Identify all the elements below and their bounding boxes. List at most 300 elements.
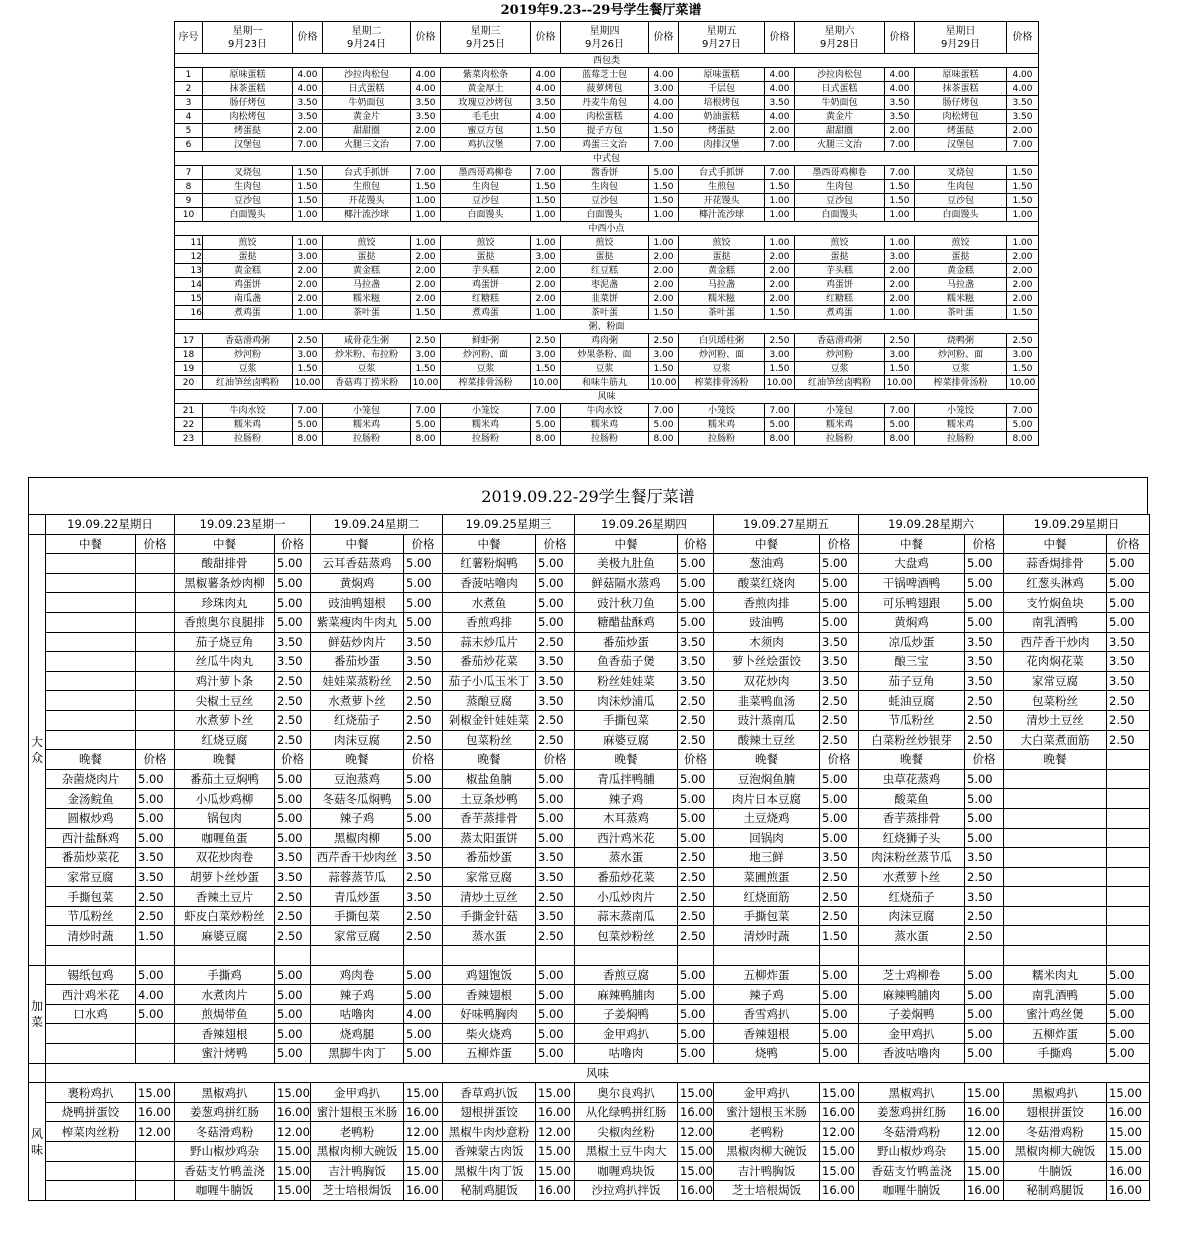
dish-price: 4.00 (765, 110, 795, 124)
dish-price: 4.00 (293, 82, 323, 96)
dish-price: 8.00 (293, 432, 323, 446)
table-row (29, 593, 1150, 613)
table-row (175, 110, 1039, 124)
dish-name: 豆浆 (561, 362, 649, 376)
table-row (29, 671, 1150, 691)
dish-name (46, 573, 136, 593)
table-row (175, 166, 1039, 180)
dish-name: 虾皮白菜炒粉丝 (175, 906, 275, 926)
dish-price: 2.00 (531, 264, 561, 278)
dish-name: 麻辣鸭脯肉 (859, 985, 965, 1005)
dish-price: 12.00 (136, 1122, 175, 1142)
dish-name: 番茄炒蛋 (575, 632, 678, 652)
dish-price: 5.00 (136, 965, 175, 985)
dish-name: 椰汁流沙球 (323, 208, 411, 222)
price-header: 价格 (678, 534, 714, 554)
dish-price: 1.00 (411, 208, 441, 222)
dish-name: 火腿三文治 (323, 138, 411, 152)
dish-name (1004, 769, 1107, 789)
dish-price: 5.00 (536, 554, 575, 574)
dish-name: 鸡肉卷 (311, 965, 404, 985)
dish-name: 香辣翅根 (714, 1024, 820, 1044)
dish-name: 蒸水蛋 (859, 926, 965, 946)
dish-name: 生煎包 (323, 180, 411, 194)
dish-name: 蚝油豆腐 (859, 691, 965, 711)
dish-name: 蒸水蛋 (443, 926, 536, 946)
dish-price: 1.50 (293, 166, 323, 180)
dish-price: 5.00 (1107, 573, 1150, 593)
dish-price: 5.00 (965, 985, 1004, 1005)
day-header: 19.09.24星期二 (311, 515, 443, 535)
dish-name (46, 1024, 136, 1044)
dish-name: 土豆烧鸡 (714, 808, 820, 828)
dish-name: 香煎鸡排 (443, 612, 536, 632)
dish-price: 8.00 (531, 432, 561, 446)
dish-name: 水煮萝卜丝 (859, 867, 965, 887)
dish-name: 从化绿鸭拼红肠 (575, 1102, 678, 1122)
dish-name: 茶叶蛋 (561, 306, 649, 320)
dish-price: 5.00 (275, 1044, 311, 1064)
dish-name: 沙拉肉松包 (795, 68, 885, 82)
dish-price: 12.00 (820, 1122, 859, 1142)
dish-name (46, 730, 136, 750)
dish-name: 红烧面筋 (714, 887, 820, 907)
menu-title-2: 2019.09.22-29学生餐厅菜谱 (28, 477, 1148, 515)
day-header: 19.09.23星期一 (175, 515, 311, 535)
dish-name: 沙拉肉松包 (323, 68, 411, 82)
dish-name: 美极九肚鱼 (575, 554, 678, 574)
dish-price: 15.00 (965, 1161, 1004, 1181)
dish-name: 红油笋丝卤鸭粉 (203, 376, 293, 390)
dish-name: 萝卜丝烩蛋饺 (714, 652, 820, 672)
dish-name: 吉汁鸭胸饭 (714, 1161, 820, 1181)
table-row (29, 985, 1150, 1005)
table-row (29, 848, 1150, 868)
table-row (29, 1004, 1150, 1024)
dish-name: 白面馒头 (915, 208, 1007, 222)
dish-price: 1.50 (136, 926, 175, 946)
dish-price: 15.00 (1107, 1142, 1150, 1162)
dish-price: 16.00 (1107, 1181, 1150, 1201)
dish-price: 7.00 (293, 138, 323, 152)
dish-price: 5.00 (404, 1044, 443, 1064)
dish-price: 4.00 (531, 110, 561, 124)
dish-name: 黄焖鸡 (311, 573, 404, 593)
dish-price: 5.00 (275, 554, 311, 574)
dish-price: 1.00 (531, 306, 561, 320)
dish-price: 15.00 (536, 1083, 575, 1103)
dish-price: 5.00 (404, 965, 443, 985)
lunch-header: 中餐 (175, 534, 275, 554)
dish-price: 10.00 (411, 376, 441, 390)
dish-name: 回锅肉 (714, 828, 820, 848)
dish-name: 酸甜排骨 (175, 554, 275, 574)
dish-price (1107, 906, 1150, 926)
dish-name: 烧鸭拼蛋饺 (46, 1102, 136, 1122)
dish-price: 2.50 (820, 867, 859, 887)
dish-price: 5.00 (536, 769, 575, 789)
dish-price: 3.50 (965, 632, 1004, 652)
dish-name: 包菜粉丝 (443, 730, 536, 750)
dish-price: 7.00 (531, 166, 561, 180)
dish-price: 5.00 (678, 573, 714, 593)
dish-name: 肉松蛋糕 (561, 110, 649, 124)
dish-name: 豆沙包 (795, 194, 885, 208)
dish-name: 提子方包 (561, 124, 649, 138)
day-header: 19.09.22星期日 (46, 515, 175, 535)
blank-cell (311, 946, 404, 966)
dish-name: 生肉包 (561, 180, 649, 194)
dish-name: 煎饺 (795, 236, 885, 250)
dish-price: 3.50 (136, 867, 175, 887)
day-header: 19.09.25星期三 (443, 515, 575, 535)
dish-name: 榨菜排骨汤粉 (679, 376, 765, 390)
dish-price: 4.00 (765, 68, 795, 82)
table-row (29, 1102, 1150, 1122)
dish-name: 豆沙包 (441, 194, 531, 208)
dish-price: 5.00 (536, 965, 575, 985)
dish-name: 拉肠粉 (679, 432, 765, 446)
dish-price: 15.00 (820, 1083, 859, 1103)
dish-price: 16.00 (678, 1181, 714, 1201)
dish-name: 野山椒炒鸡杂 (859, 1142, 965, 1162)
dish-price: 15.00 (536, 1142, 575, 1162)
price-header: 价格 (678, 750, 714, 770)
dish-name: 韭菜饼 (561, 292, 649, 306)
dish-price: 15.00 (820, 1161, 859, 1181)
price-header: 价格 (275, 750, 311, 770)
dish-price: 1.50 (649, 194, 679, 208)
dish-name: 麻婆豆腐 (575, 730, 678, 750)
dish-price: 2.00 (649, 292, 679, 306)
dish-name: 芝士鸡柳卷 (859, 965, 965, 985)
day-header: 星期六 9月28日 (795, 22, 885, 54)
dish-name: 千层包 (679, 82, 765, 96)
dish-name: 韭菜鸭血汤 (714, 691, 820, 711)
dish-name: 翅根拼蛋饺 (443, 1102, 536, 1122)
dish-price (136, 710, 175, 730)
dish-name: 咖喱鸡块饭 (575, 1161, 678, 1181)
dish-price: 5.00 (404, 554, 443, 574)
dish-name: 椒盐鱼腩 (443, 769, 536, 789)
dish-price: 5.00 (275, 1024, 311, 1044)
dish-name: 清炒土豆丝 (1004, 710, 1107, 730)
dish-price: 16.00 (275, 1102, 311, 1122)
dish-name: 蜜汁翅根玉米肠 (714, 1102, 820, 1122)
dish-price: 5.00 (678, 554, 714, 574)
dish-price: 3.50 (536, 691, 575, 711)
dish-name: 煎饺 (323, 236, 411, 250)
dish-price: 1.50 (885, 194, 915, 208)
dish-price: 2.00 (411, 292, 441, 306)
dish-name: 麻婆豆腐 (175, 926, 275, 946)
dish-price: 2.00 (411, 278, 441, 292)
dish-name: 牛肉水饺 (561, 404, 649, 418)
section-label: 中西小点 (175, 222, 1039, 236)
dish-name: 花肉焖花菜 (1004, 652, 1107, 672)
dish-name: 火腿三文治 (795, 138, 885, 152)
dish-name: 香雪鸡扒 (714, 1004, 820, 1024)
dish-name: 金甲鸡扒 (311, 1083, 404, 1103)
dish-price: 5.00 (678, 1044, 714, 1064)
dish-name: 糯米鸡 (561, 418, 649, 432)
dish-name: 马拉盏 (679, 278, 765, 292)
dish-name: 红葱头淋鸡 (1004, 573, 1107, 593)
dish-name: 榨菜肉丝粉 (46, 1122, 136, 1142)
dish-price: 16.00 (136, 1102, 175, 1122)
dish-name: 姜葱鸡拼红肠 (175, 1102, 275, 1122)
dish-name: 炒米粉、布拉粉 (323, 348, 411, 362)
dish-name: 奶油蛋糕 (679, 110, 765, 124)
dish-price: 5.00 (404, 1024, 443, 1044)
dish-name: 裹粉鸡扒 (46, 1083, 136, 1103)
dish-price: 1.50 (293, 194, 323, 208)
dish-name: 鸡蛋饼 (441, 278, 531, 292)
dish-name: 五柳炸蛋 (714, 965, 820, 985)
dish-name: 鸡扒汉堡 (441, 138, 531, 152)
dish-name: 黑椒肉柳大碗饭 (714, 1142, 820, 1162)
dish-name: 节瓜粉丝 (46, 906, 136, 926)
dish-name: 糯米鸡 (915, 418, 1007, 432)
dish-price: 5.00 (820, 769, 859, 789)
dish-price: 15.00 (965, 1142, 1004, 1162)
dish-price: 2.00 (649, 264, 679, 278)
row-number: 14 (175, 278, 203, 292)
dish-price (136, 1161, 175, 1181)
dish-price: 3.00 (1007, 348, 1039, 362)
spacer-row (29, 946, 1150, 966)
table-row (29, 1083, 1150, 1103)
dish-name: 珍珠肉丸 (175, 593, 275, 613)
dish-price: 5.00 (965, 769, 1004, 789)
dish-name: 清炒时蔬 (46, 926, 136, 946)
row-number: 19 (175, 362, 203, 376)
table-row (175, 138, 1039, 152)
dish-name: 肉沫豆腐 (311, 730, 404, 750)
lunch-header-row (29, 534, 1150, 554)
dish-name: 小笼饺 (679, 404, 765, 418)
dish-name: 蓝莓芝士包 (561, 68, 649, 82)
dish-price: 3.50 (404, 632, 443, 652)
dish-name: 黑椒鸡扒 (175, 1083, 275, 1103)
dish-name: 肉排汉堡 (679, 138, 765, 152)
dish-name: 锅包肉 (175, 808, 275, 828)
table-row (29, 1142, 1150, 1162)
section-label: 风味 (46, 1063, 1150, 1083)
dish-price: 3.50 (1007, 110, 1039, 124)
dish-name: 蒸太阳蛋饼 (443, 828, 536, 848)
dish-name: 拉肠粉 (915, 432, 1007, 446)
dish-price: 5.00 (678, 789, 714, 809)
dish-price: 5.00 (404, 789, 443, 809)
dish-price: 7.00 (531, 138, 561, 152)
dish-price: 16.00 (1107, 1161, 1150, 1181)
table-row (29, 965, 1150, 985)
dish-name: 西芹香干炒肉 (1004, 632, 1107, 652)
dish-price: 2.00 (649, 278, 679, 292)
dish-price: 2.50 (678, 730, 714, 750)
dish-name: 肉松烤包 (915, 110, 1007, 124)
dish-price: 2.50 (136, 887, 175, 907)
table-row (29, 710, 1150, 730)
dish-price: 7.00 (1007, 138, 1039, 152)
dish-price: 3.00 (765, 348, 795, 362)
dish-name: 口水鸡 (46, 1004, 136, 1024)
dish-name: 香辣蒙古肉饭 (443, 1142, 536, 1162)
dish-name: 台式手抓饼 (323, 166, 411, 180)
dish-price: 5.00 (820, 1044, 859, 1064)
dish-name: 煎饺 (203, 236, 293, 250)
table-row (175, 418, 1039, 432)
dish-name (46, 612, 136, 632)
dish-name: 黑椒鸡扒 (859, 1083, 965, 1103)
dish-price: 1.00 (411, 194, 441, 208)
dish-price: 2.50 (885, 334, 915, 348)
dish-price: 3.00 (885, 348, 915, 362)
dish-price: 2.50 (275, 926, 311, 946)
dinner-header: 晚餐 (443, 750, 536, 770)
row-number: 5 (175, 124, 203, 138)
dish-name: 豉油鸭翅根 (311, 593, 404, 613)
dish-price: 3.50 (820, 652, 859, 672)
dish-price: 3.00 (649, 348, 679, 362)
dish-name: 香菠咕噜肉 (443, 573, 536, 593)
dish-name: 虫草花蒸鸡 (859, 769, 965, 789)
dish-price: 16.00 (404, 1181, 443, 1201)
row-number: 9 (175, 194, 203, 208)
dish-name: 糯米糍 (323, 292, 411, 306)
dish-name: 叉烧包 (203, 166, 293, 180)
dish-price: 15.00 (275, 1083, 311, 1103)
dish-price: 5.00 (965, 573, 1004, 593)
dish-price: 2.00 (1007, 278, 1039, 292)
dish-price: 1.00 (1007, 236, 1039, 250)
dish-price: 4.00 (411, 82, 441, 96)
dish-price: 5.00 (678, 593, 714, 613)
table-row (175, 194, 1039, 208)
dish-name: 手撕金针菇 (443, 906, 536, 926)
dish-price (136, 1142, 175, 1162)
dinner-header: 晚餐 (714, 750, 820, 770)
dish-name: 小笼包 (795, 404, 885, 418)
dish-name: 生肉包 (441, 180, 531, 194)
dish-price: 10.00 (885, 376, 915, 390)
table-row (29, 730, 1150, 750)
dish-name: 糯米肉丸 (1004, 965, 1107, 985)
dish-price: 5.00 (820, 985, 859, 1005)
dish-name: 蒜蓉蒸节瓜 (311, 867, 404, 887)
dish-price: 5.00 (965, 789, 1004, 809)
dish-name: 煮鸡蛋 (795, 306, 885, 320)
dish-price: 3.50 (536, 652, 575, 672)
row-number: 3 (175, 96, 203, 110)
dish-price: 2.00 (411, 264, 441, 278)
dish-name: 豉油鸭 (714, 612, 820, 632)
dish-price: 5.00 (820, 1004, 859, 1024)
dish-price (136, 632, 175, 652)
price-header: 价格 (536, 534, 575, 554)
dish-price: 5.00 (1107, 612, 1150, 632)
dish-price: 7.00 (649, 138, 679, 152)
table-row (29, 632, 1150, 652)
dish-price: 4.00 (404, 1004, 443, 1024)
dish-price: 3.50 (965, 652, 1004, 672)
dish-name: 糯米鸡 (441, 418, 531, 432)
dish-name: 芋头糕 (795, 264, 885, 278)
dish-name: 鲜虾粥 (441, 334, 531, 348)
dish-price: 2.00 (411, 124, 441, 138)
dish-price: 15.00 (1107, 1083, 1150, 1103)
section-label: 风味 (175, 390, 1039, 404)
dish-price: 5.00 (820, 808, 859, 828)
dish-price: 2.00 (293, 292, 323, 306)
dish-name (1004, 867, 1107, 887)
dish-name: 榨菜排骨汤粉 (441, 376, 531, 390)
dish-price: 1.50 (885, 362, 915, 376)
dish-price: 3.50 (411, 96, 441, 110)
dish-price: 3.50 (1107, 671, 1150, 691)
dish-name: 日式蛋糕 (323, 82, 411, 96)
dish-name: 鸡蛋饼 (795, 278, 885, 292)
dinner-header: 晚餐 (859, 750, 965, 770)
dish-name: 黄金糕 (679, 264, 765, 278)
dish-price: 5.00 (275, 828, 311, 848)
dish-price: 1.50 (293, 180, 323, 194)
dish-name: 蒜末炒瓜片 (443, 632, 536, 652)
table-row (29, 573, 1150, 593)
dish-name: 包菜炒粉丝 (575, 926, 678, 946)
dish-price: 3.50 (404, 848, 443, 868)
dish-price: 12.00 (275, 1122, 311, 1142)
dish-price: 15.00 (678, 1083, 714, 1103)
dish-price: 1.00 (649, 236, 679, 250)
dish-name: 烧鸭 (714, 1044, 820, 1064)
dish-name: 黄金片 (795, 110, 885, 124)
dish-name: 手撕鸡 (175, 965, 275, 985)
dish-price: 2.50 (275, 710, 311, 730)
dish-name: 豆浆 (915, 362, 1007, 376)
dish-price: 2.00 (885, 124, 915, 138)
dish-price: 3.50 (1107, 632, 1150, 652)
dish-price: 3.50 (536, 848, 575, 868)
dish-price: 5.00 (536, 789, 575, 809)
dish-name: 炒河粉、面 (679, 348, 765, 362)
dish-name: 酸辣土豆丝 (714, 730, 820, 750)
dish-price: 1.50 (411, 306, 441, 320)
dish-name: 翅根拼蛋饺 (1004, 1102, 1107, 1122)
dish-price: 4.00 (531, 68, 561, 82)
table-row (29, 652, 1150, 672)
dish-name: 白面馒头 (795, 208, 885, 222)
row-number: 23 (175, 432, 203, 446)
dish-name: 支竹焖鱼块 (1004, 593, 1107, 613)
dish-price (1107, 808, 1150, 828)
dish-name: 小瓜炒鸡柳 (175, 789, 275, 809)
dish-name: 香菇鸡丁捞米粉 (323, 376, 411, 390)
dish-name: 糯米糍 (679, 292, 765, 306)
dish-price: 3.50 (820, 671, 859, 691)
dish-price: 2.50 (536, 926, 575, 946)
dish-name (46, 1044, 136, 1064)
day-header-row (29, 515, 1150, 535)
dish-price: 16.00 (965, 1181, 1004, 1201)
dish-price: 15.00 (678, 1142, 714, 1162)
dish-price: 1.50 (649, 306, 679, 320)
dish-price: 2.00 (531, 278, 561, 292)
dish-name: 杂菌烧肉片 (46, 769, 136, 789)
dish-name: 蛋挞 (441, 250, 531, 264)
dish-name: 肉沫豆腐 (859, 906, 965, 926)
